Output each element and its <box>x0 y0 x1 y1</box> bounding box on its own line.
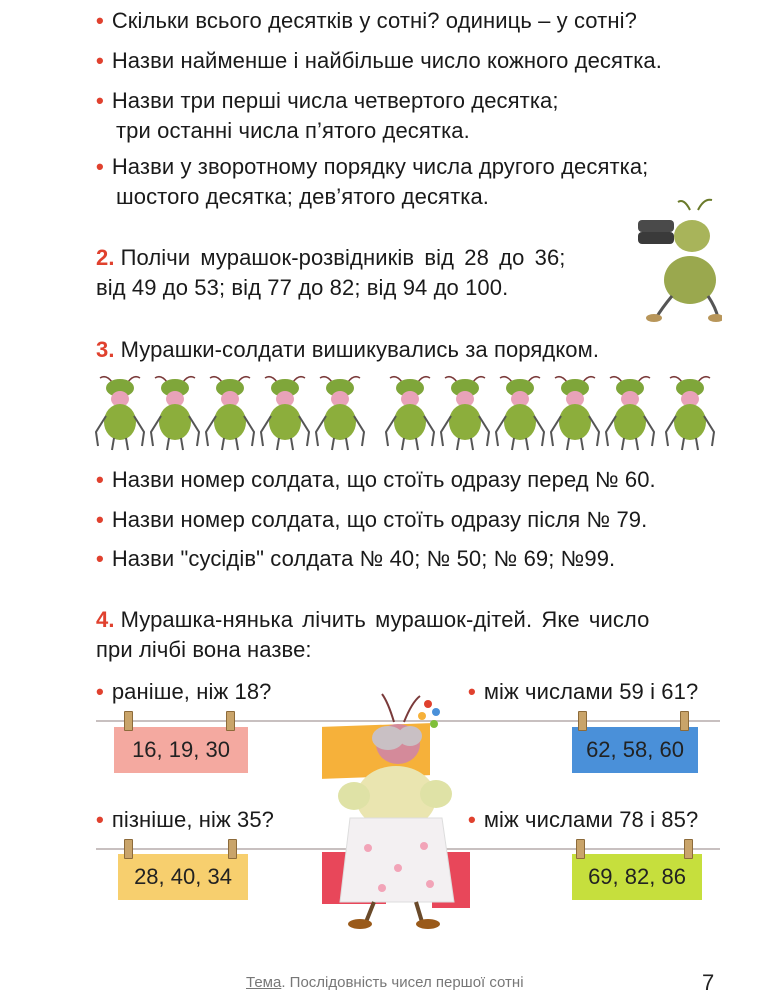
answer-card <box>572 854 702 900</box>
clothespin-icon <box>226 711 235 731</box>
task-text: Полічи мурашок-розвідників від 28 до 36; <box>120 245 566 270</box>
bullet-marker: • <box>96 48 104 73</box>
question-label: • раніше, ніж 18? <box>96 679 272 704</box>
bullet-text: три останні числа п’ятого десятка. <box>116 118 470 143</box>
soldier-ant <box>441 377 489 450</box>
answer-card-text: 16, 19, 30 <box>132 737 230 762</box>
answer-card-text: 28, 40, 34 <box>134 864 232 889</box>
bullet-marker: • <box>96 8 104 33</box>
bullet-line <box>96 506 647 534</box>
task-number: 3. <box>96 337 115 362</box>
task-text: Мурашка-нянька лічить мурашок-дітей. Яке число <box>120 607 650 632</box>
task-text: при лічбі вона назве: <box>96 637 312 662</box>
bullet-line <box>96 153 648 181</box>
soldier-ant <box>151 377 199 450</box>
clothespin-icon <box>124 839 133 859</box>
clothespin-icon <box>680 711 689 731</box>
bullet-marker: • <box>96 807 104 832</box>
topic-text: . Послідовність чисел першої сотні <box>281 974 524 991</box>
bullet-marker: • <box>96 507 104 532</box>
page-number: 7 <box>702 970 715 995</box>
answer-card-text: 62, 58, 60 <box>586 737 684 762</box>
clothespin-icon <box>576 839 585 859</box>
soldier-ant <box>96 377 144 450</box>
soldier-ant <box>606 377 654 450</box>
task2-line2 <box>96 274 508 302</box>
bullet-text: Назви номер солдата, що стоїть одразу перед № 60. <box>111 467 656 492</box>
task3-title <box>96 336 599 364</box>
soldier-ant <box>386 377 434 450</box>
bullet-text: Назви у зворотному порядку числа другого десятка; <box>111 154 649 179</box>
task-number: 4. <box>96 607 115 632</box>
bullet-marker: • <box>96 679 104 704</box>
task4-line2 <box>96 636 312 664</box>
soldier-ant <box>316 377 364 450</box>
clothespin-icon <box>684 839 693 859</box>
bullet-marker: • <box>96 546 104 571</box>
question-label: • між числами 59 і 61? <box>468 679 699 704</box>
bullet-line <box>96 47 662 75</box>
task-text: Мурашки-солдати вишикувались за порядком. <box>120 337 600 362</box>
clothespin-icon <box>578 711 587 731</box>
bullet-line <box>96 466 656 494</box>
soldier-ants-row <box>92 372 722 454</box>
answer-card-text: 69, 82, 86 <box>588 864 686 889</box>
clothespin-icon <box>228 839 237 859</box>
soldier-ant <box>206 377 254 450</box>
bullet-line <box>96 7 637 35</box>
question-label: • пізніше, ніж 35? <box>96 807 275 832</box>
bullet-text: Назви номер солдата, що стоїть одразу після № 79. <box>111 507 648 532</box>
page-topic <box>246 974 524 991</box>
clothespin-icon <box>124 711 133 731</box>
answer-card <box>118 854 248 900</box>
bullet-marker: • <box>468 807 476 832</box>
bullet-continuation <box>116 183 489 211</box>
task2-line1 <box>96 244 566 272</box>
bullet-marker: • <box>96 467 104 492</box>
bullet-marker: • <box>96 154 104 179</box>
task-text: від 49 до 53; від 77 до 82; від 94 до 100. <box>96 275 509 300</box>
soldier-ant <box>261 377 309 450</box>
bullet-text: шостого десятка; дев’ятого десятка. <box>116 184 489 209</box>
question-label: • між числами 78 і 85? <box>468 807 699 832</box>
bullet-text: Назви найменше і найбільше число кожного десятка. <box>111 48 662 73</box>
answer-card <box>114 727 248 773</box>
bullet-continuation <box>116 117 470 145</box>
bullet-text: Скільки всього десятків у сотні? одиниць – у сотні? <box>111 8 637 33</box>
task4-line1 <box>96 606 649 634</box>
nanny-ant-illustration <box>318 688 468 934</box>
answer-card <box>572 727 698 773</box>
soldier-ant <box>666 377 714 450</box>
scout-ant-illustration <box>632 196 722 324</box>
soldier-ant <box>551 377 599 450</box>
bullet-marker: • <box>468 679 476 704</box>
bullet-marker: • <box>96 88 104 113</box>
task-number: 2. <box>96 245 115 270</box>
soldier-ant <box>496 377 544 450</box>
bullet-text: Назви "сусідів" солдата № 40; № 50; № 69; №99. <box>111 546 616 571</box>
bullet-text: Назви три перші числа четвертого десятка; <box>111 88 559 113</box>
bullet-line <box>96 87 559 115</box>
topic-label: Тема <box>246 974 282 991</box>
bullet-line <box>96 545 615 573</box>
